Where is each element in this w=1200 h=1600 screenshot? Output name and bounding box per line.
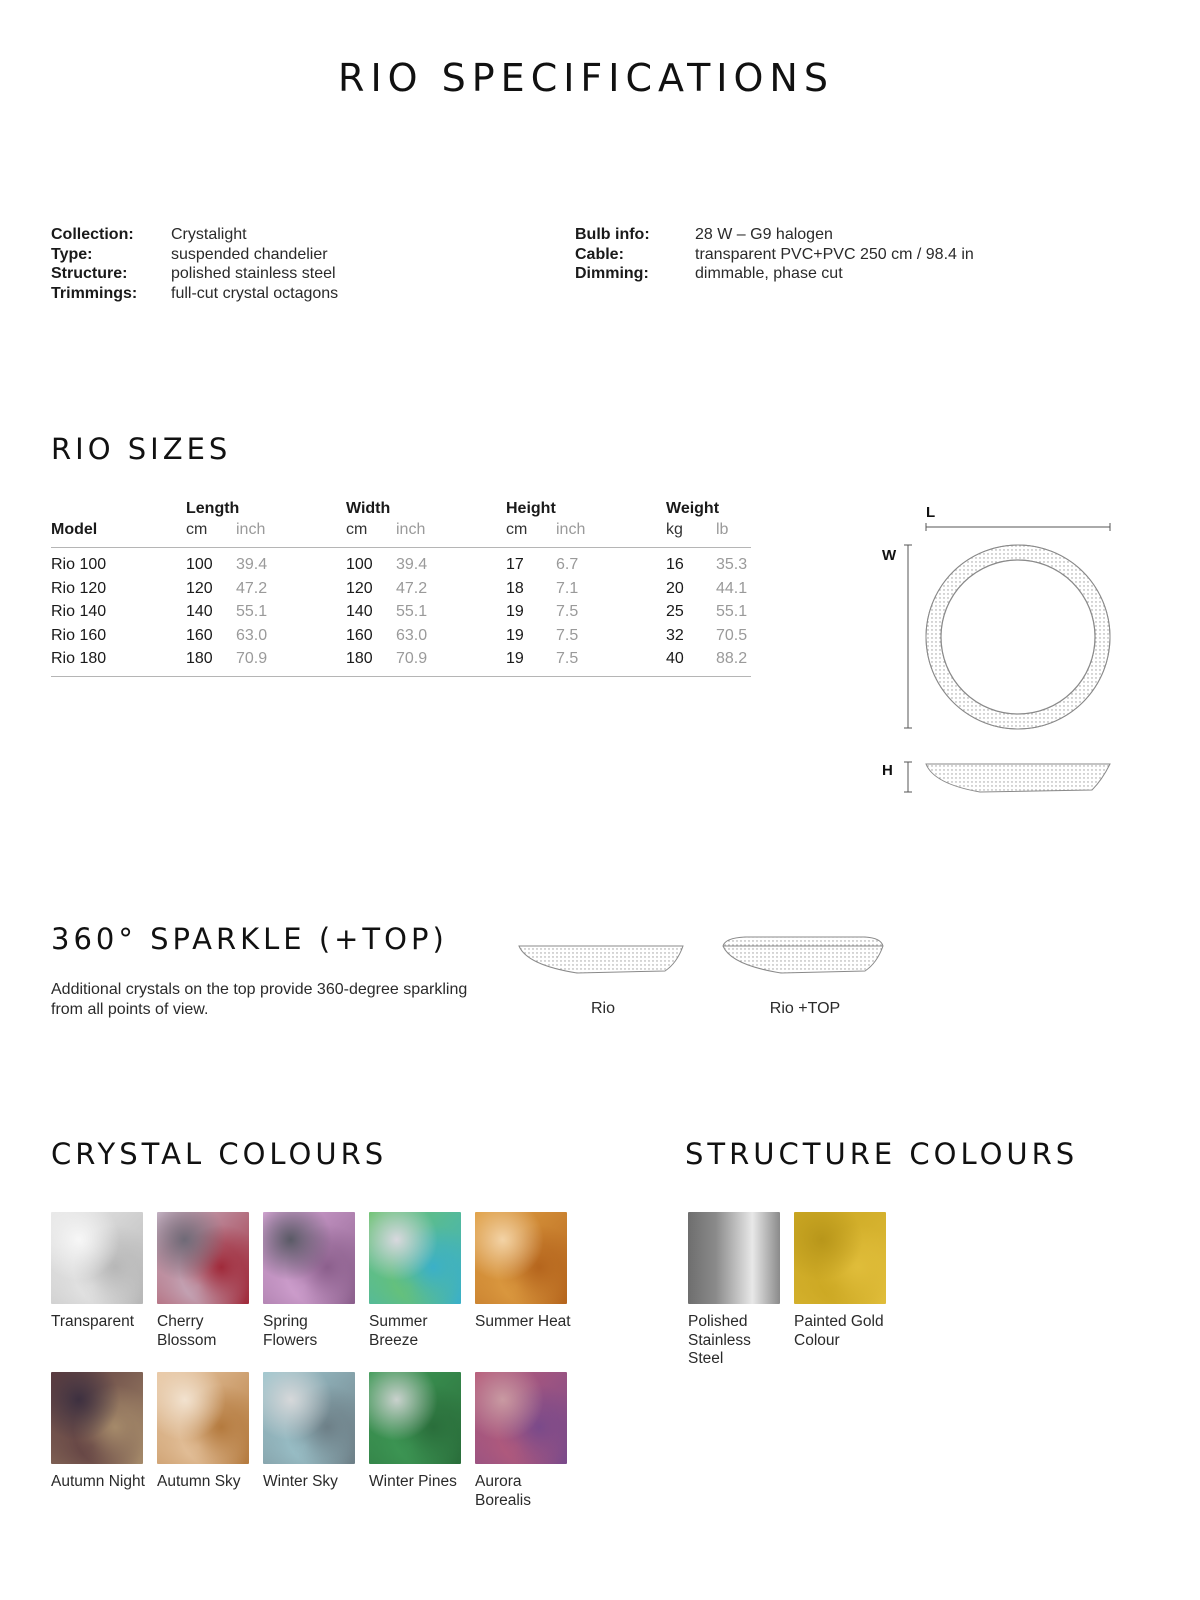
- colour-swatch: [157, 1212, 249, 1304]
- value-cell-imperial: 55.1: [236, 603, 268, 620]
- unit-header-secondary: lb: [716, 521, 729, 538]
- value-cell-imperial: 88.2: [716, 650, 748, 667]
- unit-header: cm: [346, 521, 368, 538]
- table-divider-top: [51, 547, 751, 548]
- spec-row: [51, 284, 338, 304]
- colour-swatch-label: Aurora Borealis: [475, 1473, 531, 1509]
- value-cell-metric: 160: [346, 626, 373, 644]
- value-cell-metric: 19: [506, 650, 524, 667]
- colour-swatch: [157, 1372, 249, 1464]
- spec-label: Type:: [51, 245, 93, 263]
- value-cell-metric: 25: [666, 603, 684, 620]
- spec-row: [575, 245, 974, 265]
- value-cell-metric: 120: [346, 579, 373, 597]
- unit-header-secondary: inch: [236, 521, 266, 538]
- value-cell-metric: 16: [666, 556, 684, 573]
- sparkle-title: 360° SPARKLE (+TOP): [51, 922, 448, 956]
- spec-value: polished stainless steel: [171, 265, 336, 282]
- spec-label: Structure:: [51, 265, 128, 282]
- value-cell-metric: 160: [186, 626, 213, 644]
- colour-swatch: [475, 1372, 567, 1464]
- unit-header-secondary: inch: [556, 521, 586, 538]
- height-label: H: [882, 762, 893, 779]
- column-group-header: Weight: [666, 500, 720, 517]
- value-cell-imperial: 70.9: [236, 650, 268, 667]
- value-cell-imperial: 55.1: [396, 603, 428, 620]
- colour-swatch: [263, 1212, 355, 1304]
- value-cell-metric: 140: [346, 603, 373, 620]
- spec-label: Trimmings:: [51, 284, 138, 302]
- spec-value: 28 W – G9 halogen: [695, 226, 833, 243]
- value-cell-metric: 18: [506, 579, 524, 597]
- colour-swatch-label: Winter Pines: [369, 1473, 457, 1490]
- model-cell: Rio 180: [51, 650, 107, 667]
- width-label: W: [882, 547, 897, 564]
- top-view-inner-circle: [941, 560, 1095, 714]
- column-group-header: Width: [346, 500, 391, 517]
- colour-swatch: [263, 1372, 355, 1464]
- spec-row: [51, 264, 338, 284]
- colour-swatch: [794, 1212, 886, 1304]
- colour-swatch: [51, 1212, 143, 1304]
- value-cell-imperial: 7.1: [556, 579, 579, 597]
- spec-label: Cable:: [575, 245, 624, 263]
- table-divider-bottom: [51, 676, 751, 677]
- value-cell-metric: 120: [186, 579, 213, 597]
- spec-label: Bulb info:: [575, 226, 650, 243]
- value-cell-imperial: 39.4: [236, 556, 268, 573]
- structure-colours-title: STRUCTURE COLOURS: [685, 1137, 1079, 1171]
- value-cell-metric: 19: [506, 603, 524, 620]
- model-cell: Rio 140: [51, 603, 107, 620]
- spec-value: Crystalight: [171, 226, 247, 243]
- rio-top-profile: [723, 937, 883, 973]
- colour-swatch-label: Cherry Blossom: [157, 1313, 217, 1349]
- colour-swatch: [688, 1212, 780, 1304]
- colour-swatch-label: Autumn Night: [51, 1473, 145, 1490]
- value-cell-imperial: 70.9: [396, 650, 428, 667]
- value-cell-metric: 20: [666, 579, 684, 597]
- dimension-diagram: [870, 500, 1120, 810]
- value-cell-imperial: 35.3: [716, 556, 748, 573]
- colour-swatch-label: Transparent: [51, 1313, 134, 1330]
- spec-row: [51, 225, 338, 245]
- rio-profile: [519, 946, 683, 973]
- sparkle-description: Additional crystals on the top provide 360-degree sparkling from all points of view.: [51, 981, 468, 1018]
- colour-swatch-label: Summer Breeze: [369, 1313, 428, 1349]
- spec-row: [51, 245, 338, 265]
- spec-value: suspended chandelier: [171, 245, 328, 263]
- unit-header: kg: [666, 521, 683, 538]
- colour-swatch: [51, 1372, 143, 1464]
- colour-swatch-label: Winter Sky: [263, 1473, 338, 1490]
- value-cell-imperial: 7.5: [556, 650, 579, 667]
- spec-row: [575, 225, 974, 245]
- specs-right: [575, 225, 974, 284]
- spec-value: dimmable, phase cut: [695, 265, 843, 282]
- value-cell-metric: 40: [666, 650, 684, 667]
- value-cell-imperial: 6.7: [556, 556, 579, 573]
- crystal-colours-title: CRYSTAL COLOURS: [51, 1137, 388, 1171]
- specs-left: [51, 225, 338, 303]
- spec-value: full-cut crystal octagons: [171, 284, 339, 302]
- value-cell-metric: 19: [506, 626, 524, 644]
- colour-swatch-label: Polished Stainless Steel: [688, 1313, 751, 1367]
- colour-swatch-label: Painted Gold Colour: [794, 1313, 884, 1349]
- unit-header-secondary: inch: [396, 521, 426, 538]
- value-cell-metric: 180: [186, 650, 213, 667]
- value-cell-metric: 180: [346, 650, 373, 667]
- colour-swatch: [475, 1212, 567, 1304]
- value-cell-imperial: 47.2: [236, 579, 268, 597]
- colour-swatch: [369, 1212, 461, 1304]
- spec-value: transparent PVC+PVC 250 cm / 98.4 in: [695, 245, 974, 263]
- value-cell-metric: 32: [666, 626, 684, 644]
- value-cell-metric: 100: [186, 556, 213, 573]
- column-group-header: Length: [186, 500, 240, 517]
- model-cell: Rio 100: [51, 556, 107, 573]
- column-group-header: Height: [506, 500, 556, 517]
- value-cell-imperial: 63.0: [396, 626, 428, 644]
- colour-swatch-label: Spring Flowers: [263, 1313, 318, 1349]
- value-cell-imperial: 47.2: [396, 579, 428, 597]
- spec-label: Collection:: [51, 226, 134, 243]
- model-cell: Rio 160: [51, 626, 107, 644]
- value-cell-imperial: 7.5: [556, 603, 579, 620]
- spec-row: [575, 264, 974, 284]
- value-cell-metric: 17: [506, 556, 524, 573]
- spec-label: Dimming:: [575, 265, 649, 282]
- unit-header: cm: [186, 521, 208, 538]
- model-cell: Rio 120: [51, 579, 107, 597]
- value-cell-imperial: 55.1: [716, 603, 748, 620]
- value-cell-imperial: 39.4: [396, 556, 428, 573]
- side-view-profile: [926, 764, 1110, 792]
- colour-swatch-label: Summer Heat: [475, 1313, 571, 1330]
- sparkle-figures: [515, 935, 885, 985]
- value-cell-metric: 140: [186, 603, 213, 620]
- value-cell-imperial: 63.0: [236, 626, 268, 644]
- value-cell-imperial: 70.5: [716, 626, 748, 644]
- model-header: Model: [51, 521, 98, 538]
- page-title: RIO SPECIFICATIONS: [338, 56, 834, 100]
- figure-caption-rio: Rio: [590, 1000, 615, 1017]
- length-label: L: [926, 504, 936, 521]
- unit-header: cm: [506, 521, 528, 538]
- value-cell-metric: 100: [346, 556, 373, 573]
- value-cell-imperial: 44.1: [716, 579, 748, 597]
- colour-swatch: [369, 1372, 461, 1464]
- value-cell-imperial: 7.5: [556, 626, 579, 644]
- sizes-title: RIO SIZES: [51, 432, 232, 466]
- colour-swatch-label: Autumn Sky: [157, 1473, 241, 1490]
- figure-caption-rio-top: Rio +TOP: [769, 1000, 841, 1017]
